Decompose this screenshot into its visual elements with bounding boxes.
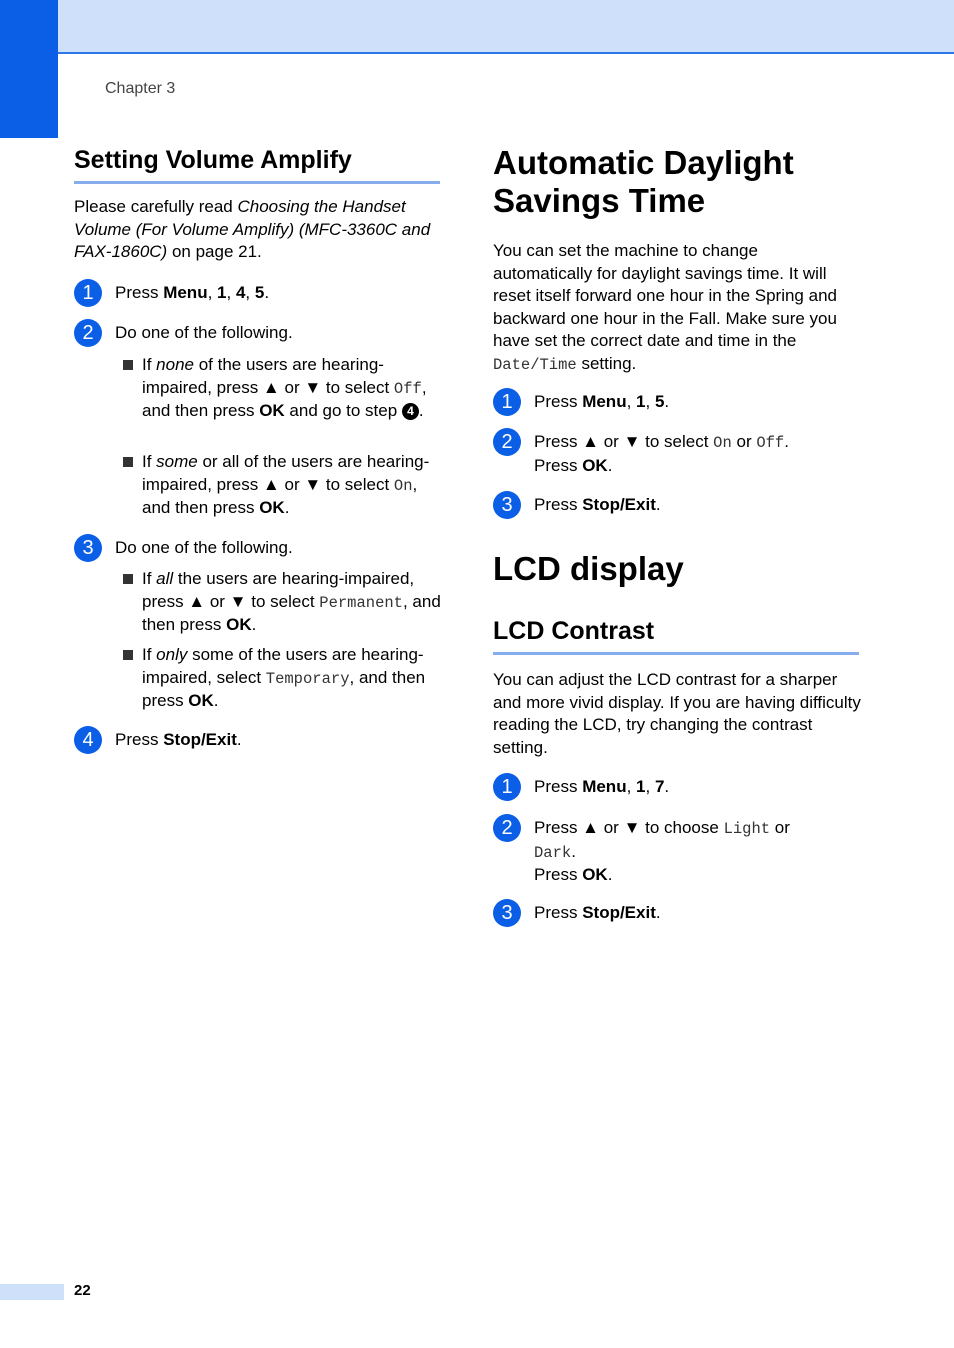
contrast-intro-paragraph: You can adjust the LCD contrast for a sharper and more vivid display. If you are having difficulty reading the LCD, try changing the contrast setting. [493,670,861,757]
dst-intro-paragraph: You can set the machine to change automatically for daylight savings time. It will reset itself forward one hour in the Spring and backward one hour in the Fall. Make sure you have set the correct date and time in the Date/Time setting. [493,241,837,374]
step-number-icon: 3 [493,491,521,519]
step-number-icon: 2 [74,319,102,347]
bullet-square-icon [123,574,133,584]
chapter-label: Chapter 3 [105,80,176,97]
step-number-icon: 1 [493,773,521,801]
step-number-icon: 3 [74,534,102,562]
chapter-tab [0,0,58,138]
step-number-icon: 4 [74,726,102,754]
bullet-square-icon [123,457,133,467]
step-number-icon: 3 [493,899,521,927]
page-number: 22 [74,1282,91,1299]
header-bar [0,0,954,54]
cross-reference[interactable]: Choosing the Handset Volume (For Volume Amplify) (MFC-3360C and FAX-1860C) [74,197,431,261]
step-number-icon: 1 [74,279,102,307]
subsection-heading: LCD Contrast [493,617,859,655]
step-number-icon: 2 [493,814,521,842]
step-number-icon: 1 [493,388,521,416]
step-number-icon: 2 [493,428,521,456]
section-heading: Setting Volume Amplify [74,146,440,184]
bullet-square-icon [123,650,133,660]
bullet-square-icon [123,360,133,370]
footer-bar [0,1284,64,1300]
step-ref-icon[interactable]: 4 [402,403,419,420]
chapter-section-title: LCD display [493,550,684,587]
intro-paragraph: Please carefully read Choosing the Handset Volume (For Volume Amplify) (MFC-3360C and FAX-1860C) on page 21. [74,197,431,261]
section-title: Automatic Daylight Savings Time [493,144,794,219]
